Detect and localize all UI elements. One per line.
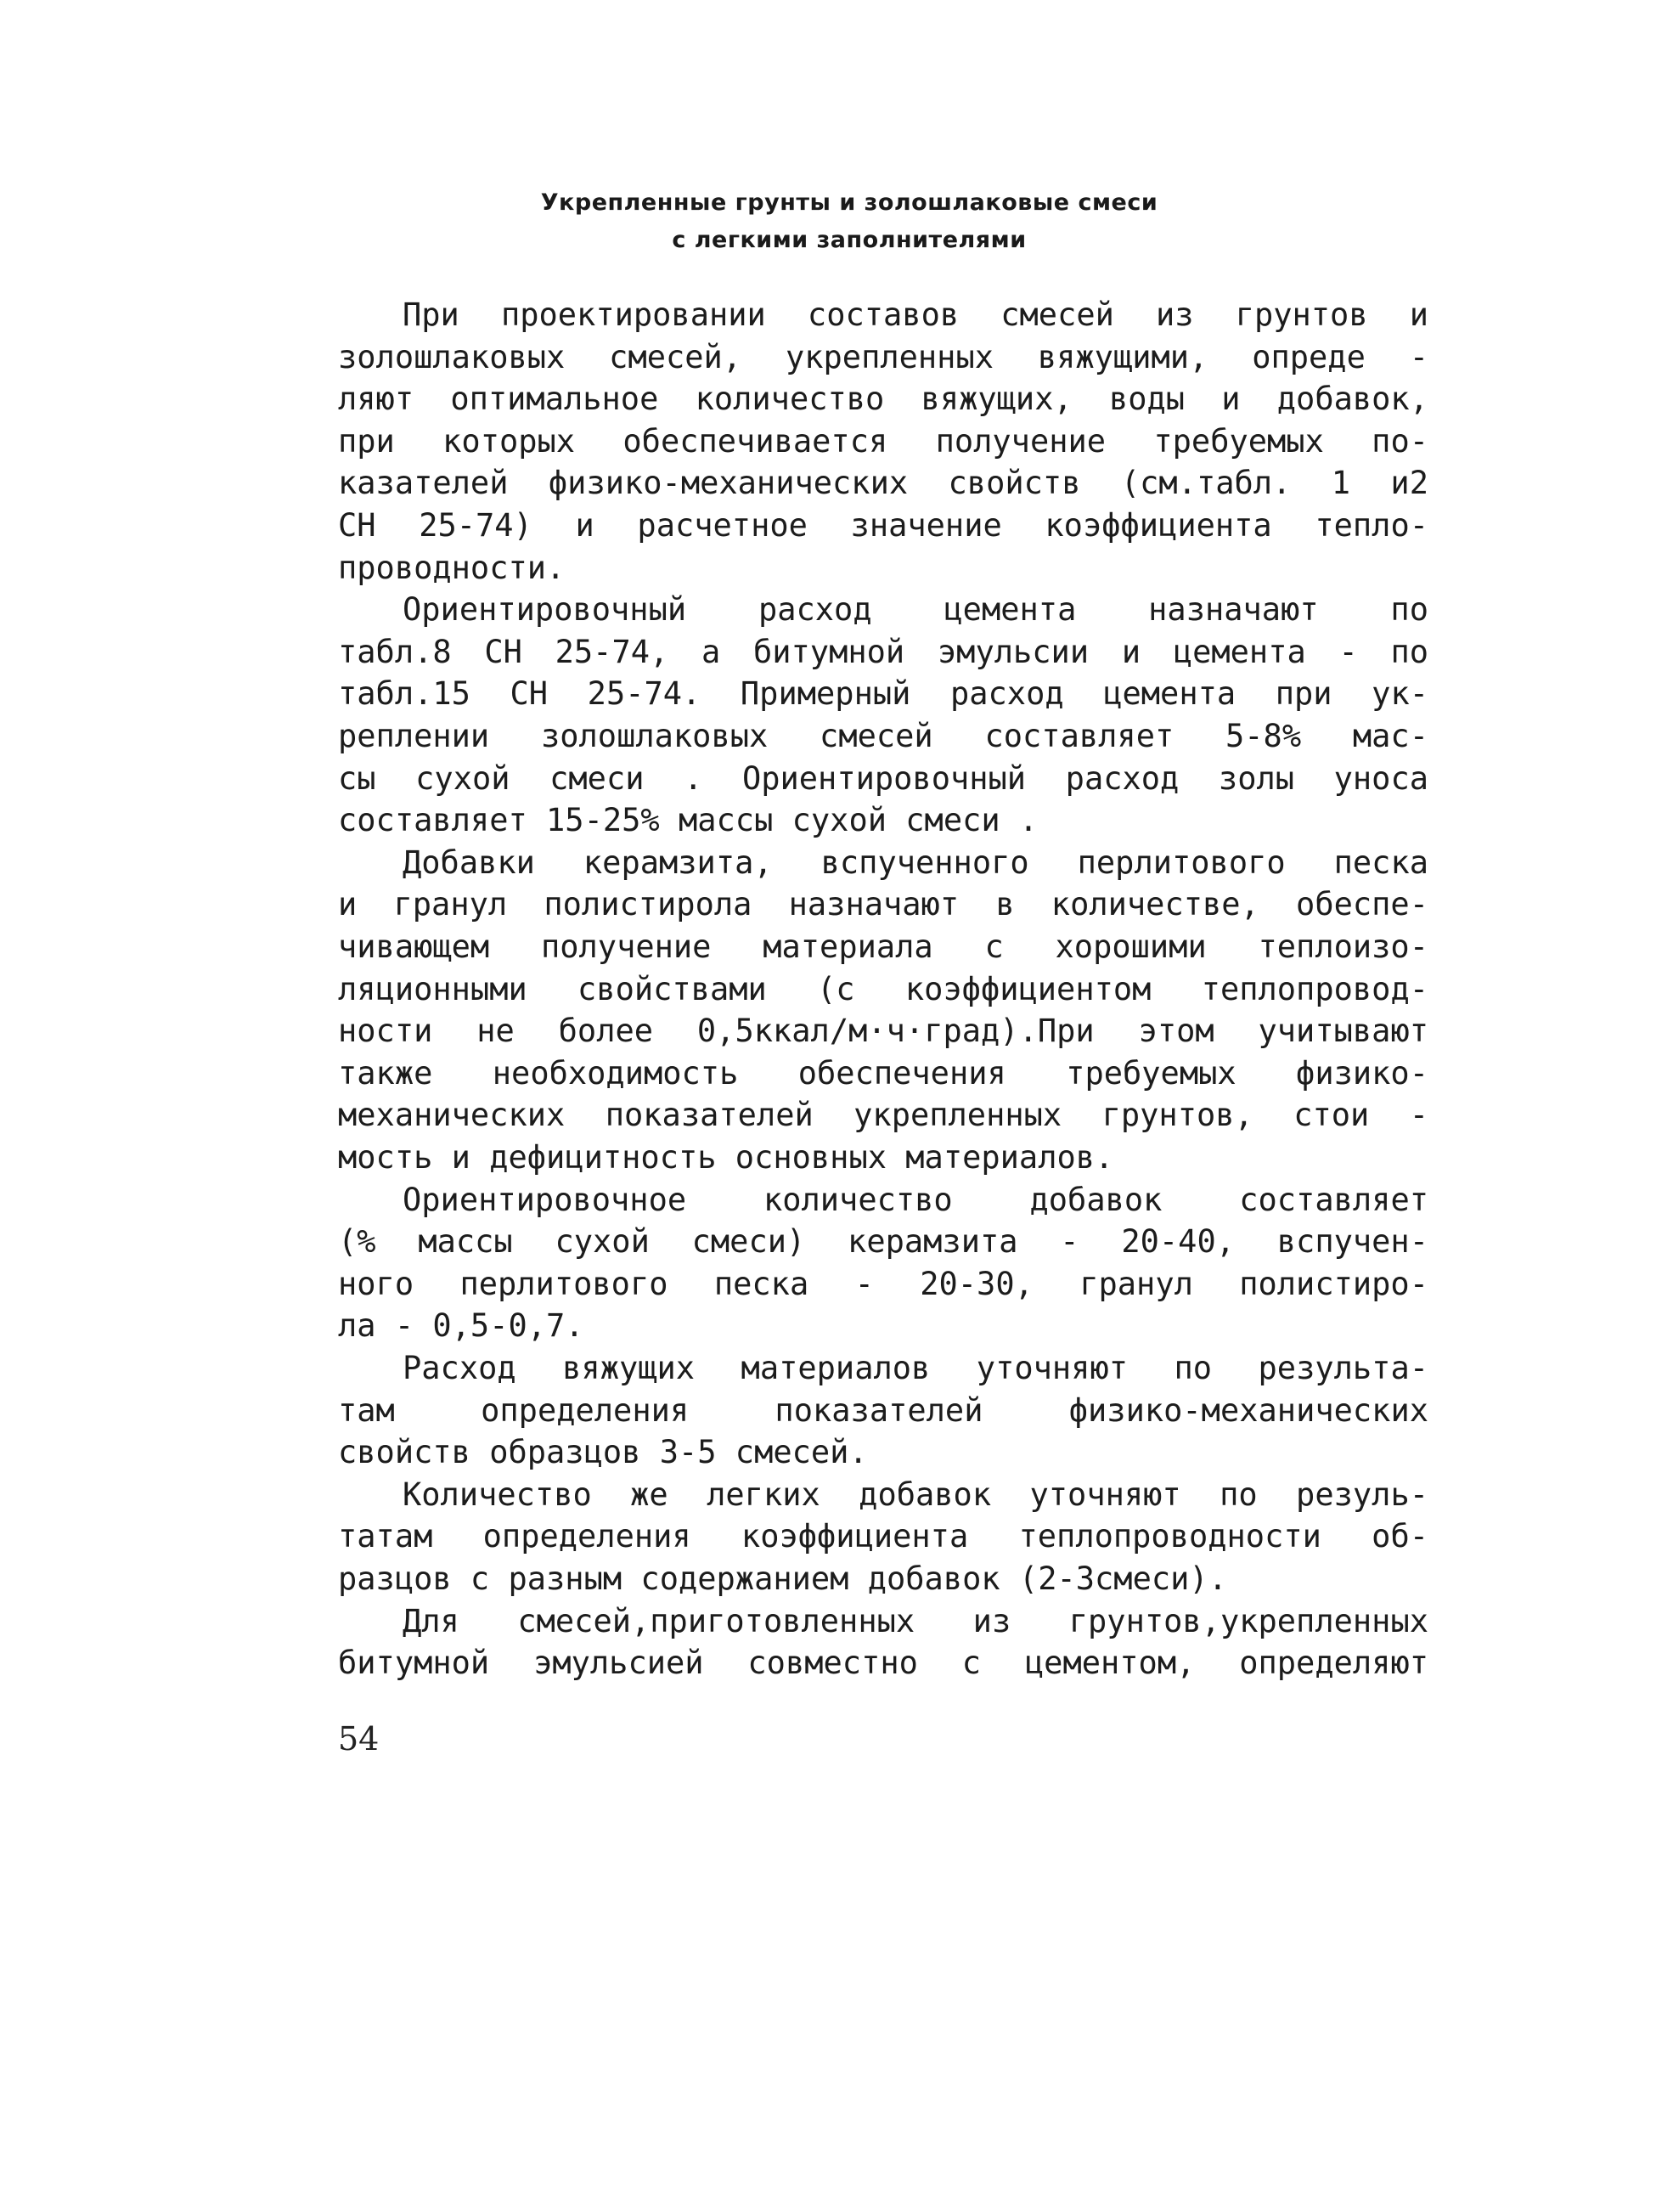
text-line: ляционными свойствами (с коэффициентом теплопровод- <box>338 970 1428 1007</box>
text-line: Для смесей,приготовленных из грунтов,укрепленных <box>403 1602 1428 1639</box>
section-heading-line-1: Укрепленные грунты и золошлаковые смеси <box>540 189 1158 216</box>
text-line: ла - 0,5-0,7. <box>338 1307 584 1345</box>
text-line: казателей физико-механических свойств (см.табл. 1 и2 <box>338 465 1428 502</box>
text-line: мость и дефицитность основных материалов. <box>338 1139 1114 1176</box>
text-line: золошлаковых смесей, укрепленных вяжущими, опреде - <box>338 338 1428 375</box>
text-line: проводности. <box>338 549 566 586</box>
text-line: битумной эмульсией совместно с цементом, определяют <box>338 1645 1428 1682</box>
text-line: СН 25-74) и расчетное значение коэффициента тепло- <box>338 507 1428 544</box>
text-line: составляет 15-25% массы сухой смеси . <box>338 802 1039 839</box>
text-line: также необходимость обеспечения требуемых физико- <box>338 1054 1428 1092</box>
text-line: Количество же легких добавок уточняют по резуль- <box>403 1476 1428 1513</box>
text-line: чивающем получение материала с хорошими теплоизо- <box>338 928 1428 965</box>
text-line: и гранул полистирола назначают в количестве, обеспе- <box>338 886 1428 923</box>
text-line: механических показателей укрепленных грунтов, стои - <box>338 1097 1428 1134</box>
text-line: ного перлитового песка - 20-30, гранул полистиро- <box>338 1265 1428 1302</box>
text-line: свойств образцов 3-5 смесей. <box>338 1434 868 1471</box>
text-line: татам определения коэффициента теплопроводности об- <box>338 1518 1428 1555</box>
text-line: табл.8 СН 25-74, а битумной эмульсии и цемента - по <box>338 633 1428 670</box>
text-line: сы сухой смеси . Ориентировочный расход золы уноса <box>338 759 1428 797</box>
text-line: Расход вяжущих материалов уточняют по результа- <box>403 1350 1428 1386</box>
text-line: (% массы сухой смеси) керамзита - 20-40, вспучен- <box>338 1223 1428 1261</box>
text-line: При проектировании составов смесей из грунтов и <box>403 296 1428 333</box>
text-line: там определения показателей физико-механических <box>338 1391 1428 1429</box>
text-line: при которых обеспечивается получение требуемых по- <box>338 422 1428 460</box>
text-line: разцов с разным содержанием добавок (2-3смеси). <box>338 1560 1227 1597</box>
text-line: Ориентировочное количество добавок составляет <box>403 1181 1428 1218</box>
text-line: реплении золошлаковых смесей составляет 5-8% мас- <box>338 718 1428 754</box>
text-line: ности не более 0,5ккал/м·ч·град).При этом учитывают <box>338 1013 1428 1050</box>
page-number: 54 <box>338 1720 380 1758</box>
text-line: Добавки керамзита, вспученного перлитового песка <box>403 844 1428 881</box>
text-line: табл.15 СН 25-74. Примерный расход цемента при ук- <box>338 675 1428 713</box>
text-line: ляют оптимальное количество вяжущих, воды и добавок, <box>338 381 1428 418</box>
section-heading-line-2: с легкими заполнителями <box>672 227 1027 253</box>
text-line: Ориентировочный расход цемента назначают по <box>403 591 1428 629</box>
